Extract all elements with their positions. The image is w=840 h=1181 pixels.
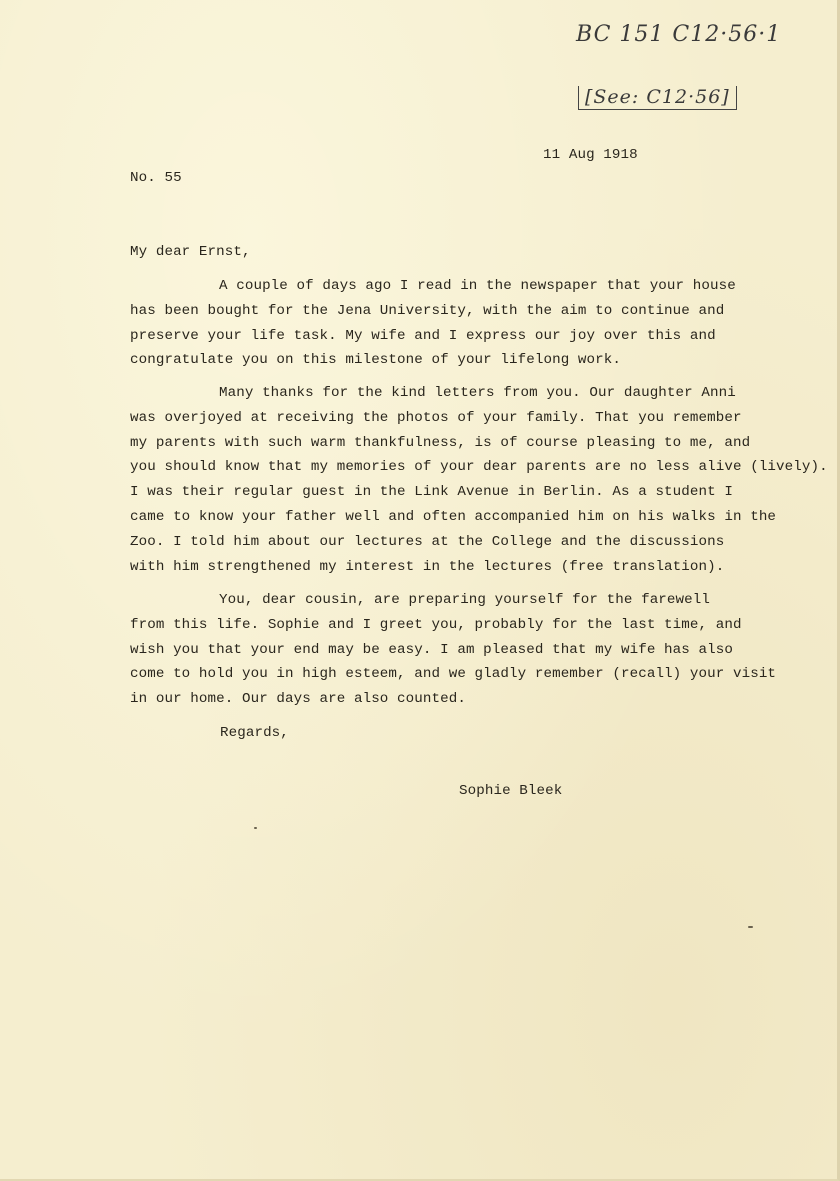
paragraph-line: come to hold you in high esteem, and we gladly remember (recall) your visit: [130, 666, 777, 683]
signature: Sophie Bleek: [459, 783, 563, 799]
paragraph-3: [130, 588, 776, 712]
letter-number: No. 55: [130, 170, 182, 186]
salutation: My dear Ernst,: [130, 244, 251, 260]
paragraph-line: You, dear cousin, are preparing yourself for the farewell: [219, 592, 710, 608]
paragraph-line: Zoo. I told him about our lectures at the College and the discussions: [130, 533, 725, 550]
paragraph-line: Many thanks for the kind letters from you. Our daughter Anni: [219, 385, 736, 401]
paragraph-line: you should know that my memories of your dear parents are no less alive (lively).: [130, 459, 828, 476]
paragraph-line: I was their regular guest in the Link Avenue in Berlin. As a student I: [130, 484, 733, 501]
letter-date: 11 Aug 1918: [543, 147, 638, 163]
paragraph-line: from this life. Sophie and I greet you, probably for the last time, and: [130, 616, 742, 633]
paragraph-line: came to know your father well and often accompanied him on his walks in the: [130, 508, 777, 525]
paragraph-line: A couple of days ago I read in the newspaper that your house: [219, 278, 736, 294]
handwritten-see-note: [See: C12·56]: [578, 86, 737, 110]
paragraph-line: was overjoyed at receiving the photos of your family. That you remember: [130, 409, 742, 426]
paper-speck: [748, 926, 753, 928]
paragraph-line: congratulate you on this milestone of your lifelong work.: [130, 352, 621, 369]
paragraph-2: [130, 381, 828, 579]
paragraph-line: my parents with such warm thankfulness, is of course pleasing to me, and: [130, 434, 751, 451]
paragraph-line: wish you that your end may be easy. I am pleased that my wife has also: [130, 641, 733, 658]
paragraph-line: with him strengthened my interest in the lectures (free translation).: [130, 558, 725, 575]
paragraph-line: in our home. Our days are also counted.: [130, 691, 466, 708]
paragraph-line: preserve your life task. My wife and I express our joy over this and: [130, 327, 716, 344]
handwritten-reference: BC 151 C12·56·1: [576, 22, 782, 47]
paragraph-1: [130, 274, 736, 373]
closing: Regards,: [220, 725, 289, 741]
paper-speck: [254, 827, 257, 829]
paragraph-line: has been bought for the Jena University, with the aim to continue and: [130, 302, 725, 319]
